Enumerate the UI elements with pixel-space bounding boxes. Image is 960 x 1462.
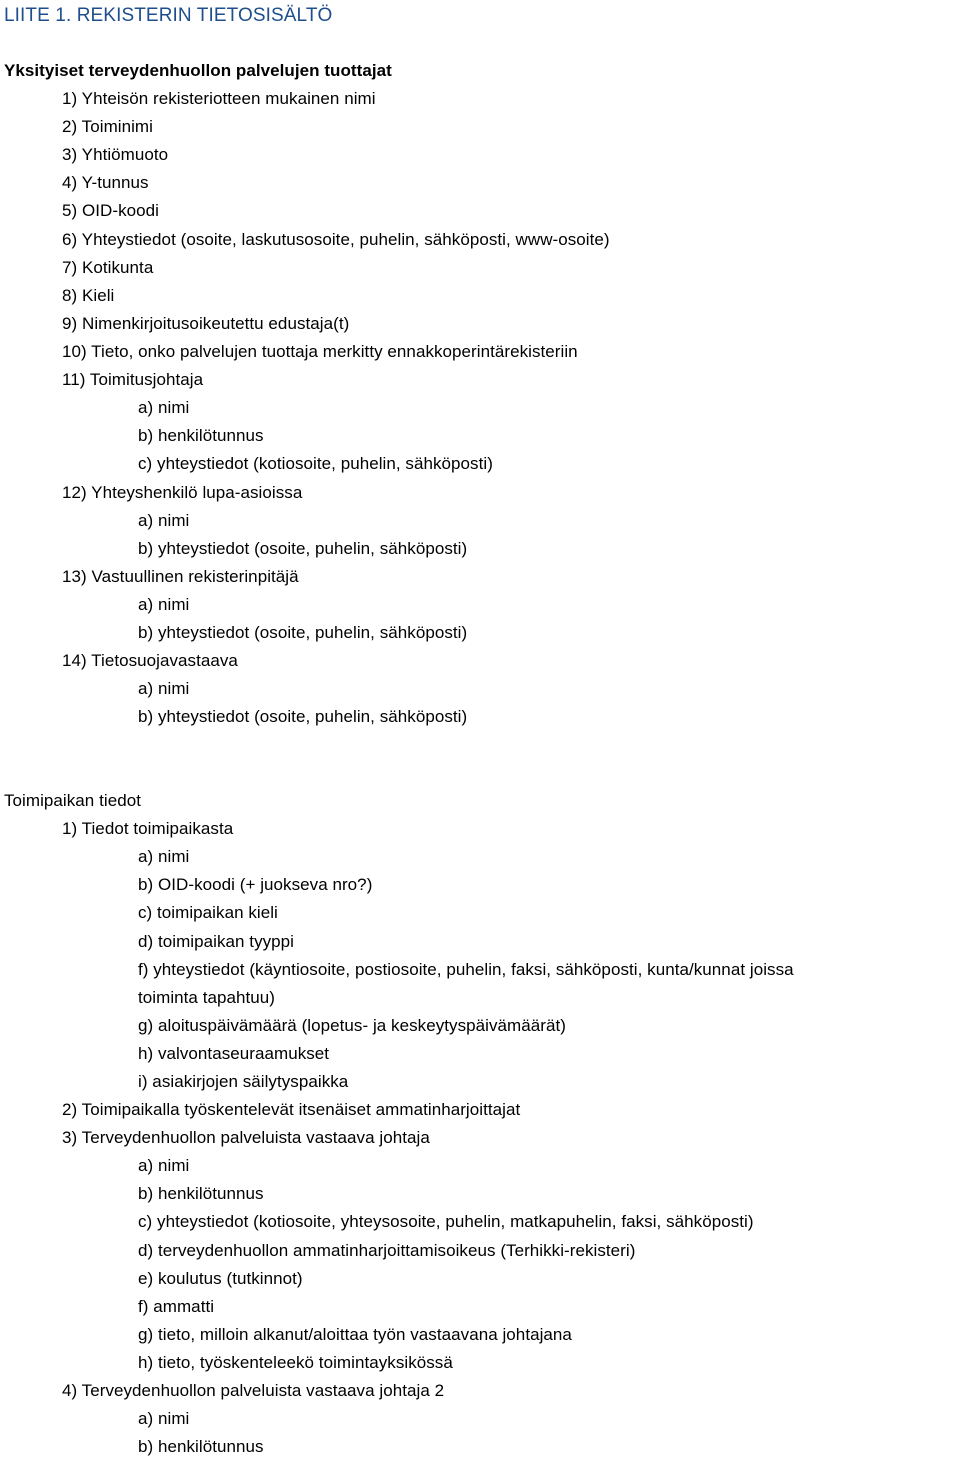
list-item: 7) Kotikunta xyxy=(62,258,154,277)
list-item: 11) Toimitusjohtaja xyxy=(62,370,204,389)
list-item: 12) Yhteyshenkilö lupa-asioissa xyxy=(62,483,303,502)
sub-list-item: c) yhteystiedot (kotiosoite, puhelin, sähköposti) xyxy=(138,454,493,473)
sub-list-item: a) nimi xyxy=(138,1156,190,1175)
list-item: 8) Kieli xyxy=(62,286,115,305)
sub-list-item: b) henkilötunnus xyxy=(138,426,264,445)
list-item: 5) OID-koodi xyxy=(62,201,159,220)
document-title: LIITE 1. REKISTERIN TIETOSISÄLTÖ xyxy=(4,5,333,26)
list-item: 2) Toimipaikalla työskentelevät itsenäiset ammatinharjoittajat xyxy=(62,1100,521,1119)
list-item: 1) Yhteisön rekisteriotteen mukainen nimi xyxy=(62,89,376,108)
list-item: 6) Yhteystiedot (osoite, laskutusosoite, puhelin, sähköposti, www-osoite) xyxy=(62,230,610,249)
sub-list-item: d) terveydenhuollon ammatinharjoittamisoikeus (Terhikki-rekisteri) xyxy=(138,1241,636,1260)
sub-list-item: c) toimipaikan kieli xyxy=(138,903,278,922)
sub-list-item: toiminta tapahtuu) xyxy=(138,988,275,1007)
sub-list-item: b) yhteystiedot (osoite, puhelin, sähköposti) xyxy=(138,707,468,726)
sub-list-item: a) nimi xyxy=(138,847,190,866)
list-item: 4) Terveydenhuollon palveluista vastaava johtaja 2 xyxy=(62,1381,445,1400)
sub-list-item: g) tieto, milloin alkanut/aloittaa työn vastaavana johtajana xyxy=(138,1325,572,1344)
sub-list-item: b) yhteystiedot (osoite, puhelin, sähköposti) xyxy=(138,623,468,642)
list-item: 2) Toiminimi xyxy=(62,117,153,136)
list-item: 4) Y-tunnus xyxy=(62,173,149,192)
sub-list-item: b) henkilötunnus xyxy=(138,1184,264,1203)
section-heading: Toimipaikan tiedot xyxy=(4,791,141,810)
sub-list-item: e) koulutus (tutkinnot) xyxy=(138,1269,303,1288)
sub-list-item: a) nimi xyxy=(138,679,190,698)
list-item: 1) Tiedot toimipaikasta xyxy=(62,819,234,838)
sub-list-item: h) tieto, työskenteleekö toimintayksikössä xyxy=(138,1353,453,1372)
sub-list-item: d) toimipaikan tyyppi xyxy=(138,932,295,951)
sub-list-item: a) nimi xyxy=(138,595,190,614)
sub-list-item: h) valvontaseuraamukset xyxy=(138,1044,330,1063)
sub-list-item: a) nimi xyxy=(138,1409,190,1428)
list-item: 13) Vastuullinen rekisterinpitäjä xyxy=(62,567,299,586)
section-heading: Yksityiset terveydenhuollon palvelujen tuottajat xyxy=(4,61,392,80)
list-item: 14) Tietosuojavastaava xyxy=(62,651,238,670)
sub-list-item: b) yhteystiedot (osoite, puhelin, sähköposti) xyxy=(138,539,468,558)
sub-list-item: g) aloituspäivämäärä (lopetus- ja keskeytyspäivämäärät) xyxy=(138,1016,566,1035)
sub-list-item: c) yhteystiedot (kotiosoite, yhteysosoite, puhelin, matkapuhelin, faksi, sähköposti) xyxy=(138,1212,754,1231)
list-item: 3) Yhtiömuoto xyxy=(62,145,169,164)
list-item: 10) Tieto, onko palvelujen tuottaja merkitty ennakkoperintärekisteriin xyxy=(62,342,578,361)
sub-list-item: f) yhteystiedot (käyntiosoite, postiosoite, puhelin, faksi, sähköposti, kunta/kunnat joissa xyxy=(138,960,794,979)
list-item: 9) Nimenkirjoitusoikeutettu edustaja(t) xyxy=(62,314,350,333)
sub-list-item: b) OID-koodi (+ juokseva nro?) xyxy=(138,875,373,894)
sub-list-item: b) henkilötunnus xyxy=(138,1437,264,1456)
sub-list-item: i) asiakirjojen säilytyspaikka xyxy=(138,1072,349,1091)
list-item: 3) Terveydenhuollon palveluista vastaava johtaja xyxy=(62,1128,430,1147)
sub-list-item: a) nimi xyxy=(138,511,190,530)
sub-list-item: a) nimi xyxy=(138,398,190,417)
sub-list-item: f) ammatti xyxy=(138,1297,215,1316)
